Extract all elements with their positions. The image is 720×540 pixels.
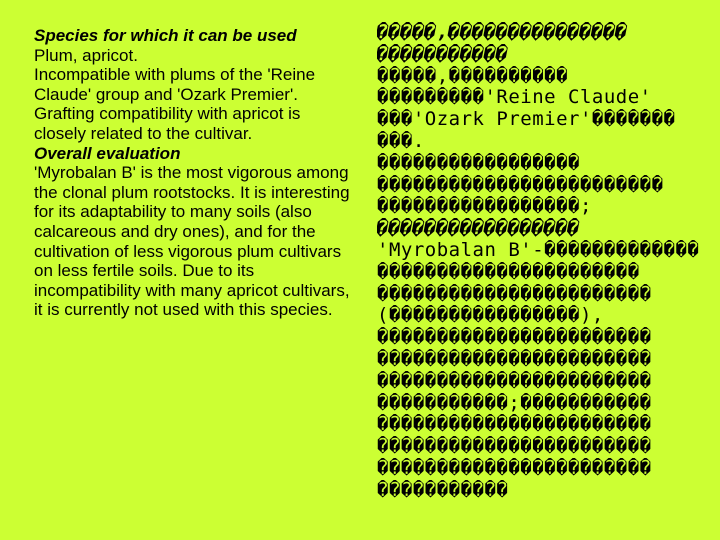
garbled-text-column xyxy=(377,22,717,502)
incompatibility-text: Incompatible with plums of the 'Reine Claude' group and 'Ozark Premier'. xyxy=(34,65,316,104)
garbled-line: ������������������������ xyxy=(377,174,664,196)
garbled-line: ����������������������� xyxy=(377,436,652,458)
garbled-line: 'Myrobalan B'-������������� xyxy=(377,239,700,261)
grafting-text: Grafting compatibility with apricot is closely related to the cultivar. xyxy=(34,104,301,143)
garbled-heading-line-1: �����,��������������� xyxy=(377,22,628,43)
garbled-line: ����������������������� xyxy=(377,283,652,305)
species-text: Plum, apricot. xyxy=(34,45,138,65)
garbled-line: ���. xyxy=(377,130,425,152)
garbled-line: �����������������; xyxy=(377,196,592,218)
garbled-line: �����������;����������� xyxy=(377,392,652,414)
garbled-line: ����������� xyxy=(377,479,509,501)
garbled-line: ����������������������� xyxy=(377,370,652,392)
species-heading: Species for which it can be used xyxy=(34,26,297,45)
garbled-line: ���������'Reine Claude' xyxy=(377,87,652,109)
garbled-line: ����������������������� xyxy=(377,348,652,370)
garbled-line: ����������������������� xyxy=(377,414,652,436)
garbled-line: ����������������������� xyxy=(377,457,652,479)
garbled-line: ����������������� xyxy=(377,152,580,174)
garbled-line: �����,���������� xyxy=(377,65,569,87)
garbled-line: ���������������������� xyxy=(377,261,640,283)
garbled-evaluation-heading: ����������������� xyxy=(377,218,580,240)
evaluation-text: 'Myrobalan B' is the most vigorous among the clonal plum rootstocks. It is interesting for its adaptability to many soils (also calcareous and dry ones), and for the cultivation of less vigorous plum cultivars on less fertile soils. Due to its incompatibility with many apricot cultivars, it is currently not used with this species. xyxy=(34,163,350,320)
garbled-line: ����������������������� xyxy=(377,327,652,349)
garbled-line: ���'Ozark Premier'������� xyxy=(377,109,676,131)
garbled-heading-line-2: ����������� xyxy=(377,43,509,65)
evaluation-heading: Overall evaluation xyxy=(34,143,181,163)
garbled-line: (����������������), xyxy=(377,305,604,327)
english-text-column xyxy=(34,26,350,320)
